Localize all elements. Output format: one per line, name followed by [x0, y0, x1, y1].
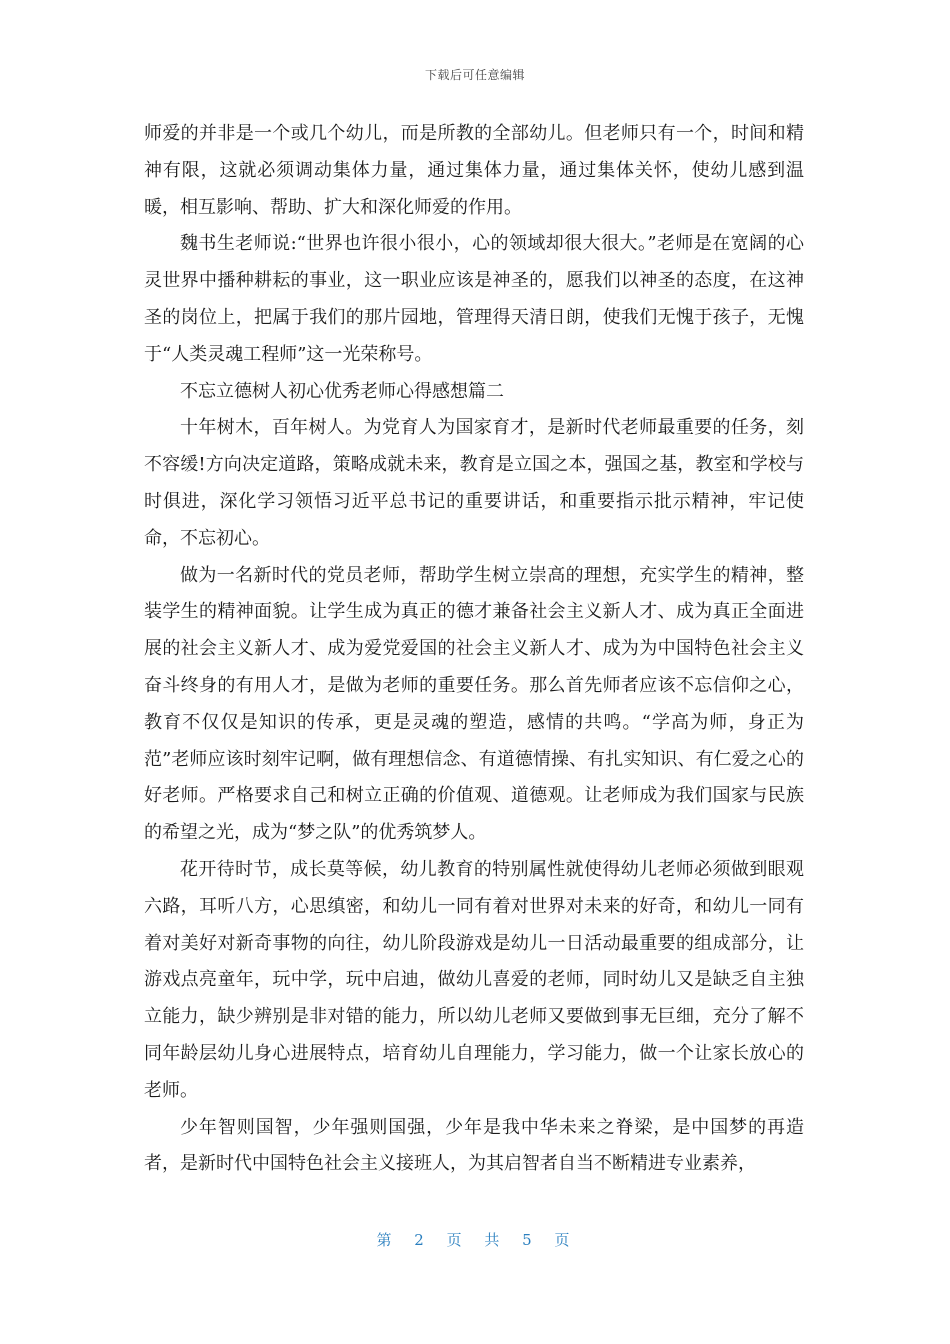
- paragraph-4: 做为一名新时代的党员老师，帮助学生树立崇高的理想，充实学生的精神，整装学生的精神面貌。让学生成为真正的德才兼备社会主义新人才、成为真正全面进展的社会主义新人才、成为爱党爱国的社会主义新人才、成为为中国特色社会主义奋斗终身的有用人才，是做为老师的重要任务。那么首先师者应该不忘信仰之心，教育不仅仅是知识的传承，更是灵魂的塑造，感情的共鸣。“学高为师，身正为范”老师应该时刻牢记啊，做有理想信念、有道德情操、有扎实知识、有仁爱之心的好老师。严格要求自己和树立正确的价值观、道德观。让老师成为我们国家与民族的希望之光，成为“梦之队”的优秀筑梦人。: [144, 564, 804, 844]
- paragraph-5: 花开待时节，成长莫等候，幼儿教育的特别属性就使得幼儿老师必须做到眼观六路，耳听八方，心思缜密，和幼儿一同有着对世界对未来的好奇，和幼儿一同有着对美好对新奇事物的向往，幼儿阶段游戏是幼儿一日活动最重要的组成部分，让游戏点亮童年，玩中学，玩中启迪，做幼儿喜爱的老师，同时幼儿又是缺乏自主独立能力，缺少辨别是非对错的能力，所以幼儿老师又要做到事无巨细，充分了解不同年龄层幼儿身心进展特点，培育幼儿自理能力，学习能力，做一个让家长放心的老师。: [144, 858, 804, 1101]
- document-body: [144, 116, 804, 1183]
- section-heading: 不忘立德树人初心优秀老师心得感想篇二: [180, 380, 504, 402]
- paragraph-6: 少年智则国智，少年强则国强，少年是我中华未来之脊梁，是中国梦的再造者，是新时代中国特色社会主义接班人，为其启智者自当不断精进专业素养，: [144, 1116, 804, 1175]
- page-header: 下载后可任意编辑: [424, 68, 525, 82]
- paragraph-2: 魏书生老师说:“世界也许很小很小，心的领域却很大很大。”老师是在宽阔的心灵世界中播种耕耘的事业，这一职业应该是神圣的，愿我们以神圣的态度，在这神圣的岗位上，把属于我们的那片园地，管理得天清日朗，使我们无愧于孩子，无愧于“人类灵魂工程师”这一光荣称号。: [144, 233, 804, 365]
- paragraph-1: 师爱的并非是一个或几个幼儿，而是所教的全部幼儿。但老师只有一个，时间和精神有限，这就必须调动集体力量，通过集体力量，通过集体关怀，使幼儿感到温暖，相互影响、帮助、扩大和深化师爱的作用。: [144, 123, 804, 218]
- paragraph-3: 十年树木，百年树人。为党育人为国家育才，是新时代老师最重要的任务，刻不容缓!方向决定道路，策略成就未来，教育是立国之本，强国之基，教室和学校与时俱进，深化学习领悟习近平总书记的重要讲话，和重要指示批示精神，牢记使命，不忘初心。: [144, 417, 804, 549]
- page-number: 第 2 页 共 5 页: [376, 1231, 574, 1249]
